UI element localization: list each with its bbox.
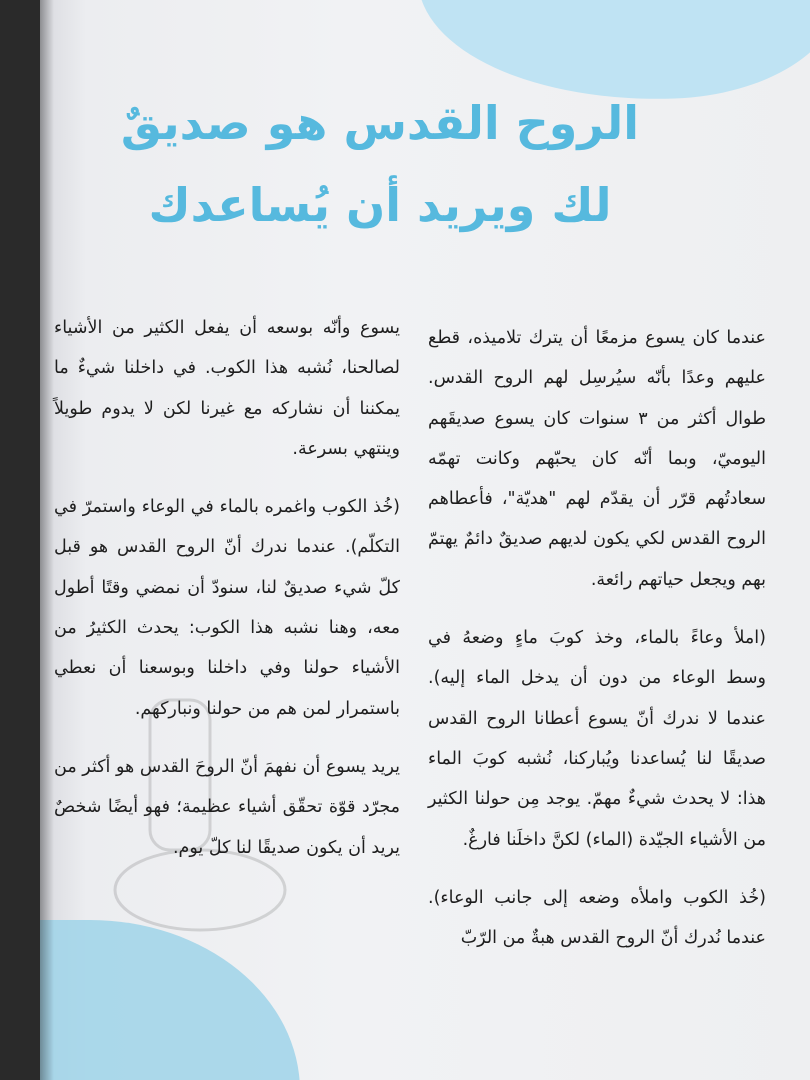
title-line-1: الروح القدس هو صديقٌ bbox=[120, 96, 640, 150]
paragraph: (خُذ الكوب واغمره بالماء في الوعاء واستمرّ في التكلّم). عندما ندرك أنّ الروح القدس هو قبل كلّ شيء صديقٌ لنا، سنودّ أن نمضي وقتًا أطول معه، وهنا نشبه هذا الكوب: يحدث الكثيرُ من الأشياء حولنا وفي داخلنا وبوسعنا أن نعطي باستمرار لمن هم من حولنا ونباركهم. bbox=[54, 497, 400, 719]
left-text-column bbox=[54, 308, 400, 886]
paragraph: عندما كان يسوع مزمعًا أن يترك تلاميذه، قطع عليهم وعدًا بأنّه سيُرسِل لهم الروح القدس. طوال أكثر من ٣ سنوات كان يسوع صديقَهم اليوميّ، وبما أنّه كان يحبّهم وكانت تهمّه سعادتُهم قرّر أن يقدّم لهم "هديّة"، فأعطاهم الروح القدس لكي يكون لديهم صديقٌ دائمٌ يهتمّ بهم ويجعل حياتهم رائعة. bbox=[428, 328, 766, 590]
paragraph: يريد يسوع أن نفهمَ أنّ الروحَ القدس هو أكثر من مجرّد قوّة تحقّق أشياء عظيمة؛ فهو أيضًا شخصٌ يريد أن يكون صديقًا لنا كلّ يوم. bbox=[54, 756, 400, 858]
page-title bbox=[100, 82, 660, 246]
right-text-column bbox=[428, 318, 766, 976]
paragraph: (خُذ الكوب واملأه وضعه إلى جانب الوعاء). عندما نُدرك أنّ الروح القدس هبةٌ من الرّبّ bbox=[428, 887, 766, 949]
paragraph: (املأ وعاءً بالماء، وخذ كوبَ ماءٍ وضعهُ في وسط الوعاء من دون أن يدخل الماء إليه). عندما لا ندرك أنّ يسوع أعطانا الروح القدس صديقًا لنا يُساعدنا ويُباركنا، نُشبه كوبَ الماء هذا: لا يحدث شيءٌ مهمّ. يوجد مِن حولنا الكثير من الأشياء الجيّدة (الماء) لكنَّ داخلَنا فارغٌ. bbox=[428, 628, 766, 850]
title-line-2: لك ويريد أن يُساعدك bbox=[148, 178, 612, 232]
paragraph: يسوع وأنّه بوسعه أن يفعل الكثير من الأشياء لصالحنا، نُشبه هذا الكوب. في داخلنا شيءٌ ما يمكننا أن نشاركه مع غيرنا لكن لا يدوم طويلاً وينتهي بسرعة. bbox=[54, 318, 400, 459]
book-spine-shadow bbox=[40, 0, 54, 1080]
